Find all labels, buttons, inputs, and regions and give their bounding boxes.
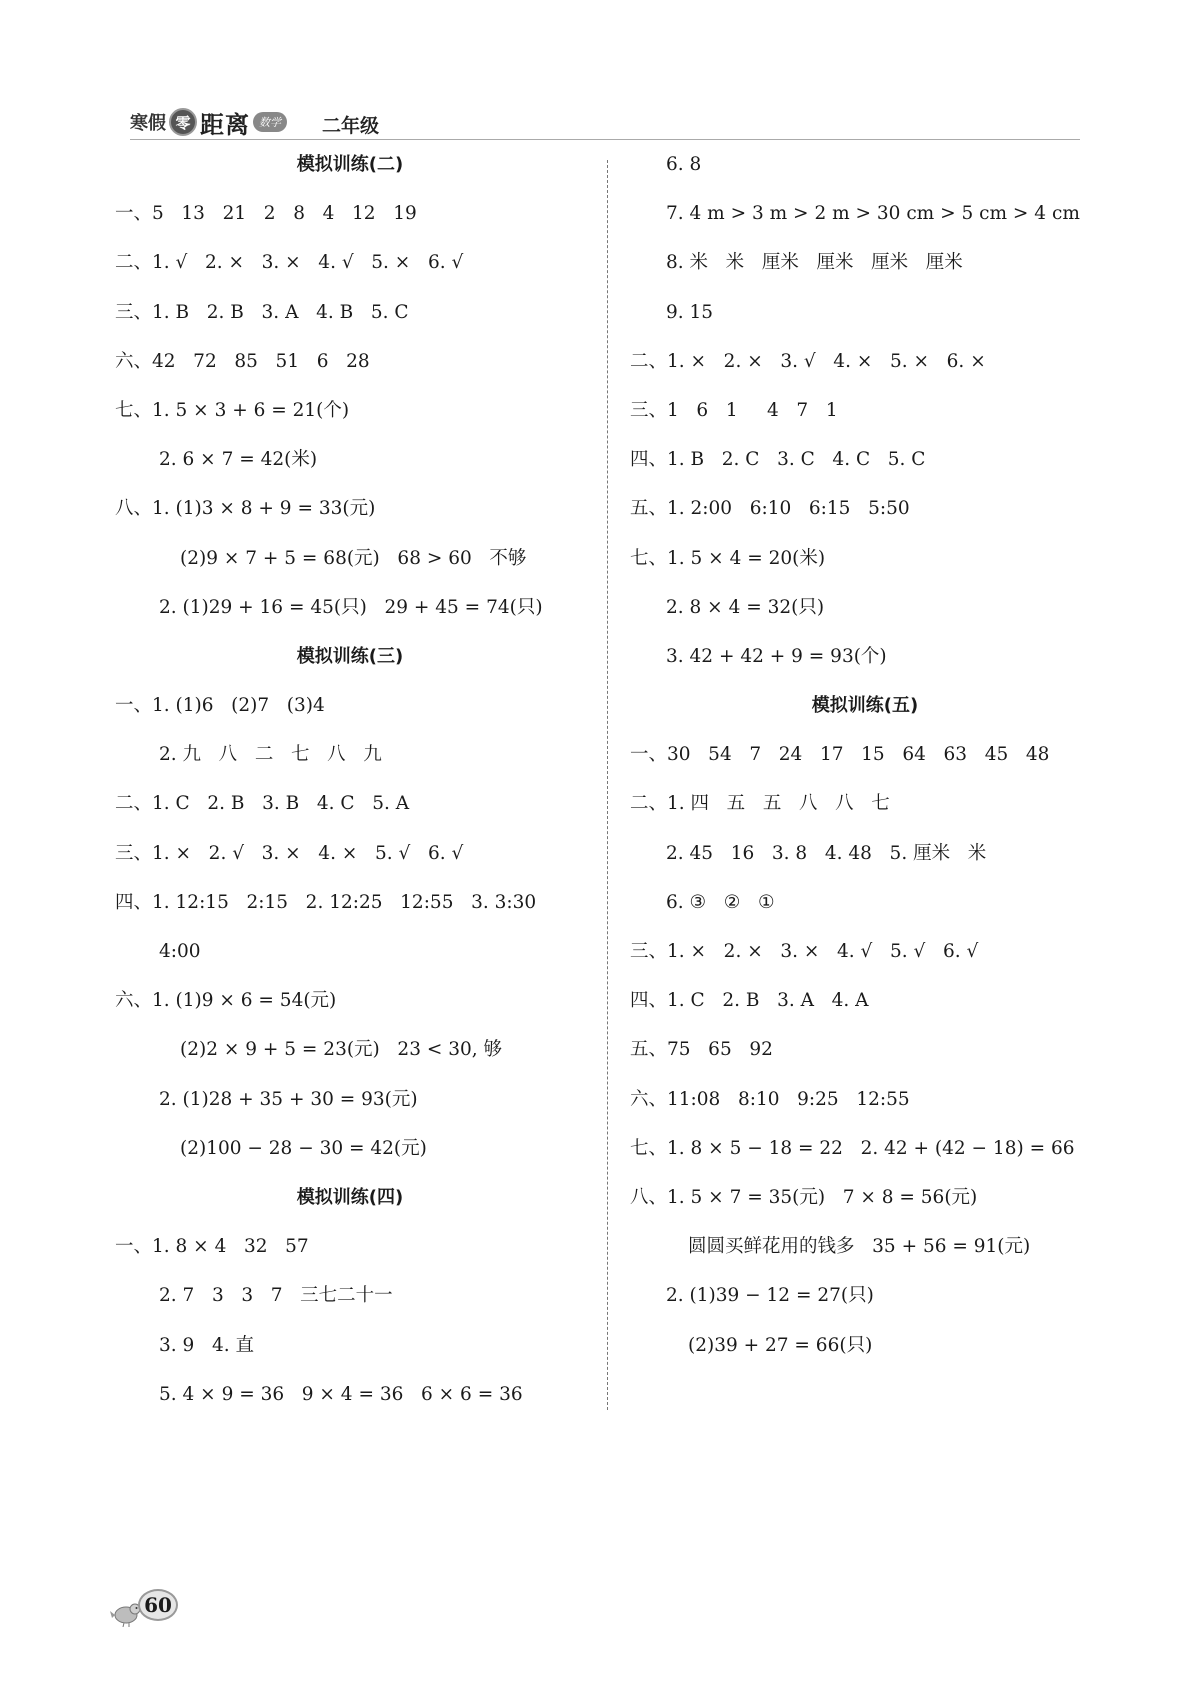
answer-line: 圆圆买鲜花用的钱多 35 + 56 = 91(元) bbox=[688, 1236, 1031, 1258]
answer-line: 2. (1)39 − 12 = 27(只) bbox=[666, 1285, 874, 1307]
right-column bbox=[630, 148, 1100, 1378]
answer-line: 一、30 54 7 24 17 15 64 63 45 48 bbox=[630, 744, 1050, 766]
answer-line: (2)100 − 28 − 30 = 42(元) bbox=[180, 1137, 427, 1159]
answer-line: 七、1. 5 × 3 + 6 = 21(个) bbox=[115, 399, 350, 421]
answer-line: 2. 7 3 3 7 三七二十一 bbox=[159, 1285, 393, 1307]
section-title: 模拟训练(三) bbox=[296, 645, 404, 667]
answer-line: 三、1. × 2. × 3. × 4. √ 5. √ 6. √ bbox=[630, 941, 979, 962]
answer-line: 七、1. 8 × 5 − 18 = 22 2. 42 + (42 − 18) = 66 bbox=[630, 1137, 1075, 1159]
page-number-badge bbox=[110, 1587, 210, 1627]
answer-line: 六、1. (1)9 × 6 = 54(元) bbox=[115, 990, 337, 1012]
answer-line: 二、1. × 2. × 3. √ 4. × 5. × 6. × bbox=[630, 350, 986, 372]
answer-line: 四、1. B 2. C 3. C 4. C 5. C bbox=[630, 449, 926, 471]
answer-line: 六、11:08 8:10 9:25 12:55 bbox=[630, 1088, 910, 1110]
answer-line: (2)9 × 7 + 5 = 68(元) 68 > 60 不够 bbox=[180, 547, 527, 569]
answer-line: 三、1. B 2. B 3. A 4. B 5. C bbox=[115, 301, 409, 323]
answer-line: 2. 6 × 7 = 42(米) bbox=[159, 449, 318, 471]
answer-line: 6. ③ ② ① bbox=[666, 891, 775, 913]
answer-line: 7. 4 m > 3 m > 2 m > 30 cm > 5 cm > 4 cm bbox=[666, 203, 1080, 225]
answer-line: 五、75 65 92 bbox=[630, 1039, 773, 1061]
brand-part2: 距离 bbox=[200, 110, 250, 139]
answer-line: 五、1. 2:00 6:10 6:15 5:50 bbox=[630, 498, 910, 520]
answer-line: 2. (1)28 + 35 + 30 = 93(元) bbox=[159, 1088, 418, 1110]
brand-logo bbox=[130, 108, 287, 139]
answer-line: 一、1. 8 × 4 32 57 bbox=[115, 1236, 309, 1258]
column-divider bbox=[607, 160, 608, 1410]
answer-line: 一、1. (1)6 (2)7 (3)4 bbox=[115, 695, 325, 717]
answer-line: 6. 8 bbox=[666, 154, 702, 175]
answer-line: 3. 42 + 42 + 9 = 93(个) bbox=[666, 645, 887, 667]
section-title: 模拟训练(五) bbox=[811, 695, 919, 717]
left-column bbox=[115, 148, 585, 1427]
answer-line: 八、1. 5 × 7 = 35(元) 7 × 8 = 56(元) bbox=[630, 1186, 978, 1208]
answer-line: 二、1. C 2. B 3. B 4. C 5. A bbox=[115, 793, 410, 815]
answer-line: (2)39 + 27 = 66(只) bbox=[688, 1334, 873, 1356]
answer-line: 2. 45 16 3. 8 4. 48 5. 厘米 米 bbox=[666, 842, 987, 864]
answer-line: 三、1 6 1 4 7 1 bbox=[630, 399, 838, 421]
page-header bbox=[130, 108, 1080, 138]
answer-line: 4:00 bbox=[159, 941, 201, 962]
answer-line: 一、5 13 21 2 8 4 12 19 bbox=[115, 203, 417, 225]
answer-line: 2. 8 × 4 = 32(只) bbox=[666, 596, 825, 618]
answer-line: 9. 15 bbox=[666, 301, 714, 323]
answer-line: 七、1. 5 × 4 = 20(米) bbox=[630, 547, 826, 569]
answer-line: 四、1. C 2. B 3. A 4. A bbox=[630, 990, 869, 1012]
answer-line: 四、1. 12:15 2:15 2. 12:25 12:55 3. 3:30 bbox=[115, 891, 537, 913]
answer-line: 2. (1)29 + 16 = 45(只) 29 + 45 = 74(只) bbox=[159, 596, 543, 618]
brand-subject: 数学 bbox=[253, 112, 287, 132]
answer-line: 8. 米 米 厘米 厘米 厘米 厘米 bbox=[666, 252, 963, 274]
brand-zero: 零 bbox=[169, 108, 197, 136]
answer-line: 八、1. (1)3 × 8 + 9 = 33(元) bbox=[115, 498, 376, 520]
answer-line: (2)2 × 9 + 5 = 23(元) 23 < 30, 够 bbox=[180, 1039, 503, 1061]
header-rule bbox=[130, 139, 1080, 140]
answer-line: 三、1. × 2. √ 3. × 4. × 5. √ 6. √ bbox=[115, 842, 464, 864]
answer-line: 六、42 72 85 51 6 28 bbox=[115, 350, 370, 372]
section-title: 模拟训练(四) bbox=[296, 1186, 404, 1208]
grade-label: 二年级 bbox=[322, 115, 380, 137]
page-number: 60 bbox=[138, 1589, 178, 1621]
answer-line: 二、1. √ 2. × 3. × 4. √ 5. × 6. √ bbox=[115, 252, 464, 274]
answer-line: 3. 9 4. 直 bbox=[159, 1334, 254, 1356]
section-title: 模拟训练(二) bbox=[296, 154, 404, 175]
answer-line: 5. 4 × 9 = 36 9 × 4 = 36 6 × 6 = 36 bbox=[159, 1383, 523, 1405]
answer-line: 2. 九 八 二 七 八 九 bbox=[159, 744, 382, 766]
brand-part1: 寒假 bbox=[130, 113, 166, 134]
answer-line: 二、1. 四 五 五 八 八 七 bbox=[630, 793, 890, 815]
